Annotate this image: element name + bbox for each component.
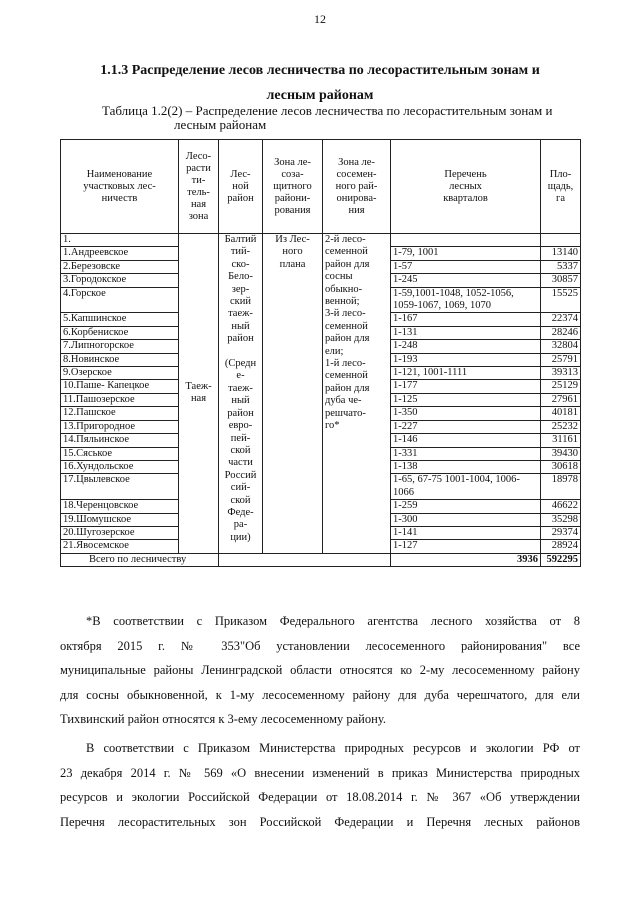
footnote-line: для сосны обыкновенной, к 1-му лесосеменному району для дуба черешчатого, для ели bbox=[60, 687, 580, 702]
quarters-cell bbox=[391, 234, 541, 247]
area-cell: 30618 bbox=[541, 460, 581, 473]
quarters-cell: 1-79, 1001 bbox=[391, 247, 541, 260]
forestry-name: 8.Новинское bbox=[61, 353, 179, 366]
header-protective-zone: Зона ле- соза- щитного райони- рования bbox=[263, 140, 323, 234]
forestry-name: 6.Корбениское bbox=[61, 326, 179, 339]
area-cell: 35298 bbox=[541, 513, 581, 526]
zone-cell: Таеж- ная bbox=[179, 234, 219, 554]
table-caption-line-1: Таблица 1.2(2) – Распределение лесов лесничества по лесорастительным зонам и bbox=[102, 103, 553, 118]
quarters-cell: 1-125 bbox=[391, 393, 541, 406]
table-caption-line-2: лесным районам bbox=[174, 117, 267, 132]
quarters-cell: 1-245 bbox=[391, 274, 541, 287]
forestry-name: 14.Пяльинское bbox=[61, 434, 179, 447]
forestry-name: 9.Озерское bbox=[61, 367, 179, 380]
quarters-cell: 1-350 bbox=[391, 407, 541, 420]
area-cell: 39313 bbox=[541, 367, 581, 380]
forestry-name: 10.Паше- Капецкое bbox=[61, 380, 179, 393]
area-cell: 29374 bbox=[541, 526, 581, 539]
table-body bbox=[61, 234, 581, 567]
region-cell: Балтий тий- ско- Бело- зер- ский таеж- ный район (Средн е- таеж- ный район евро- пей- ской части Россий сий- ской Феде- ра- ции) bbox=[219, 234, 263, 554]
forestry-name: 11.Пашозерское bbox=[61, 393, 179, 406]
table-row bbox=[61, 234, 581, 247]
area-cell: 13140 bbox=[541, 247, 581, 260]
area-cell: 25129 bbox=[541, 380, 581, 393]
quarters-cell: 1-331 bbox=[391, 447, 541, 460]
total-area: 592295 bbox=[541, 553, 581, 566]
area-cell: 28924 bbox=[541, 540, 581, 553]
forestry-name: 19.Шомушское bbox=[61, 513, 179, 526]
paragraph-line: 23 декабря 2014 г. № 569 «О внесении изменений в приказ Министерства природных bbox=[60, 765, 580, 780]
forestry-name: 1.Андреевское bbox=[61, 247, 179, 260]
area-cell: 22374 bbox=[541, 313, 581, 326]
footnote bbox=[60, 609, 580, 732]
header-seed-zone: Зона ле- сосемен- ного рай- онирова- ния bbox=[323, 140, 391, 234]
header-name: Наименование участковых лес- ничеств bbox=[61, 140, 179, 234]
footnote-line: Тихвинский район относятся к 3-ему лесосеменному району. bbox=[60, 712, 386, 726]
page-number: 12 bbox=[314, 12, 326, 26]
quarters-cell: 1-167 bbox=[391, 313, 541, 326]
quarters-cell: 1-59,1001-1048, 1052-1056, 1059-1067, 1069, 1070 bbox=[391, 287, 541, 313]
paragraph-line: ресурсов и экологии Российской Федерации от 18.08.2014 г. № 367 «Об утверждении bbox=[60, 790, 580, 804]
paragraph-line: Перечня лесорастительных зон Российской Федерации и Перечня лесных районов bbox=[60, 814, 580, 829]
forestry-name: 2.Березовске bbox=[61, 260, 179, 273]
forestry-name: 7.Липногорское bbox=[61, 340, 179, 353]
area-cell: 18978 bbox=[541, 474, 581, 500]
area-cell: 40181 bbox=[541, 407, 581, 420]
table-caption bbox=[102, 104, 572, 132]
forestry-name: 13.Пригородное bbox=[61, 420, 179, 433]
forestry-name: 4.Горское bbox=[61, 287, 179, 313]
header-quarters: Перечень лесных кварталов bbox=[391, 140, 541, 234]
header-region: Лес- ной район bbox=[219, 140, 263, 234]
forestry-name: 16.Хундольское bbox=[61, 460, 179, 473]
forest-distribution-table bbox=[60, 139, 581, 567]
quarters-cell: 1-146 bbox=[391, 434, 541, 447]
quarters-cell: 1-227 bbox=[391, 420, 541, 433]
quarters-cell: 1-121, 1001-1111 bbox=[391, 367, 541, 380]
forestry-name: 18.Черенцовское bbox=[61, 500, 179, 513]
quarters-cell: 1-65, 67-75 1001-1004, 1006-1066 bbox=[391, 474, 541, 500]
forestry-name: 20.Шугозерское bbox=[61, 526, 179, 539]
section-title-line-2: лесным районам bbox=[266, 88, 374, 103]
quarters-cell: 1-57 bbox=[391, 260, 541, 273]
paragraph-line: В соответствии с Приказом Министерства природных ресурсов и экологии РФ от bbox=[86, 741, 580, 755]
quarters-cell: 1-300 bbox=[391, 513, 541, 526]
area-cell: 46622 bbox=[541, 500, 581, 513]
total-quarters: 3936 bbox=[391, 553, 541, 566]
forestry-name: 5.Капшинское bbox=[61, 313, 179, 326]
quarters-cell: 1-141 bbox=[391, 526, 541, 539]
area-cell: 25791 bbox=[541, 353, 581, 366]
section-title-line-1: 1.1.3 Распределение лесов лесничества по лесорастительным зонам и bbox=[100, 63, 540, 78]
area-cell: 5337 bbox=[541, 260, 581, 273]
forestry-name: 3.Городокское bbox=[61, 274, 179, 287]
quarters-cell: 1-259 bbox=[391, 500, 541, 513]
quarters-cell: 1-138 bbox=[391, 460, 541, 473]
area-cell: 39430 bbox=[541, 447, 581, 460]
footnote-line: муниципальные районы Ленинградской области относятся ко 2-му лесосеменному району bbox=[60, 663, 580, 677]
forestry-name: 12.Пашское bbox=[61, 407, 179, 420]
protective-zone-cell: Из Лес- ного плана bbox=[263, 234, 323, 554]
quarters-cell: 1-127 bbox=[391, 540, 541, 553]
footnote-line: *В соответствии с Приказом Федерального агентства лесного хозяйства от 8 bbox=[86, 614, 580, 628]
area-cell: 31161 bbox=[541, 434, 581, 447]
area-cell: 27961 bbox=[541, 393, 581, 406]
forestry-name: 15.Сяськое bbox=[61, 447, 179, 460]
area-cell: 30857 bbox=[541, 274, 581, 287]
row-index: 1. bbox=[61, 234, 179, 247]
body-paragraph bbox=[60, 736, 580, 834]
quarters-cell: 1-177 bbox=[391, 380, 541, 393]
quarters-cell: 1-248 bbox=[391, 340, 541, 353]
total-spacer bbox=[219, 553, 391, 566]
total-row bbox=[61, 553, 581, 566]
quarters-cell: 1-193 bbox=[391, 353, 541, 366]
header-zone: Лесо- расти ти- тель- ная зона bbox=[179, 140, 219, 234]
footnote-line: октября 2015 г. № 353"Об установлении лесосеменного районирования" все bbox=[60, 638, 580, 653]
area-cell: 15525 bbox=[541, 287, 581, 313]
area-cell: 32804 bbox=[541, 340, 581, 353]
forestry-name: 21.Явосемское bbox=[61, 540, 179, 553]
quarters-cell: 1-131 bbox=[391, 326, 541, 339]
area-cell: 28246 bbox=[541, 326, 581, 339]
area-cell: 25232 bbox=[541, 420, 581, 433]
forestry-name: 17.Цвылевское bbox=[61, 474, 179, 500]
total-label: Всего по лесничеству bbox=[61, 553, 219, 566]
area-cell bbox=[541, 234, 581, 247]
header-area: Пло- щадь, га bbox=[541, 140, 581, 234]
seed-zone-cell: 2-й лесо- семенной район для сосны обыкно- венной; 3-й лесо- семенной район для ели; 1-й лесо- семенной район для дуба че- решчато- го* bbox=[323, 234, 391, 554]
